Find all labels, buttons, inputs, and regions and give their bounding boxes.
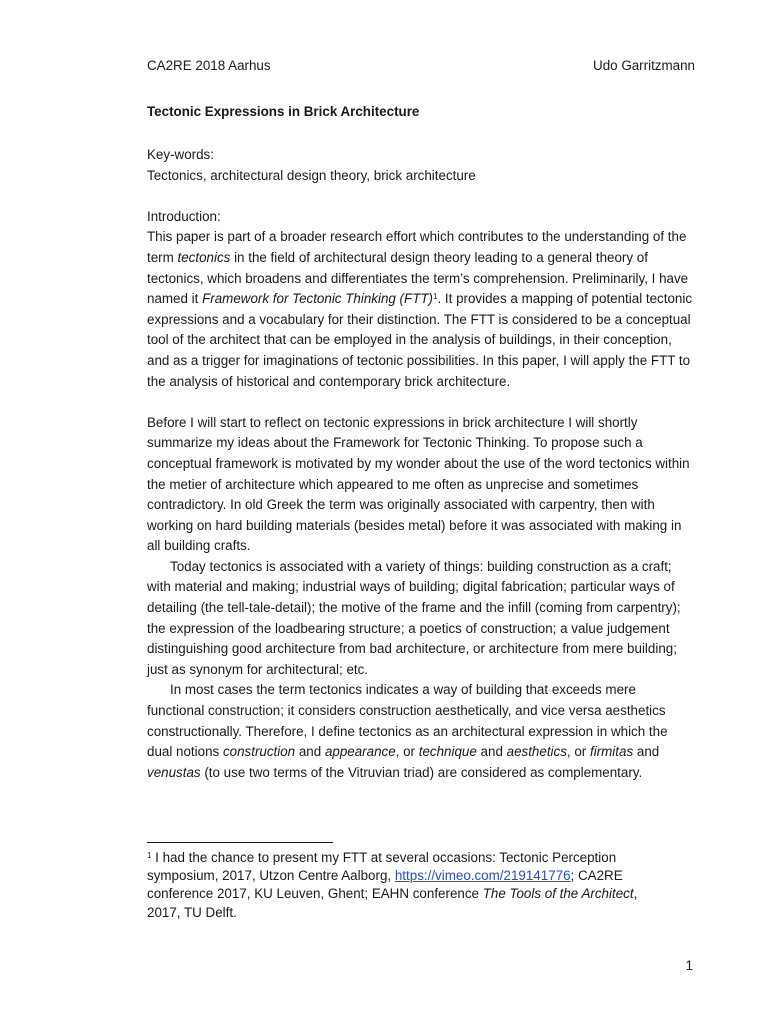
paper-title: Tectonic Expressions in Brick Architecture (147, 104, 420, 119)
page-number: 1 (685, 958, 693, 973)
header-author: Udo Garritzmann (593, 58, 695, 73)
footnote-separator (147, 842, 333, 843)
footnote: $^1$ I had the chance to present my FTT at several occasions: Tectonic Perception symposium, 2017, Utzon Centre Aalborg, https://vimeo.com/219141776; CA2RE conference 2017, KU Leuven, Ghent; EAHN conference The Tools of the Architect, 2017, TU Delft. (147, 850, 638, 920)
paragraph-4: In most cases the term tectonics indicates a way of building that exceeds mere functional construction; it considers construction aesthetically, and vice versa aesthetics constructionally. Therefore, I define tectonics as an architectural expression in which the dual notions construction and appearance, or technique and aesthetics, or firmitas and venustas (to use two terms of the Vitruvian triad) are considered as complementary. (147, 682, 668, 780)
footnote-link[interactable]: https://vimeo.com/219141776 (394, 868, 571, 884)
paragraph-3: Today tectonics is associated with a variety of things: building construction as a craft; with material and making; industrial ways of building; digital fabrication; particular ways of detailing (the tell-tale-detail); the motive of the frame and the infill (coming from carpentry); the expression of the loadbearing structure; a poetics of construction; a value judgement distinguishing good architecture from bad architecture, or architecture from mere building; just as synonym for architectural; etc. (147, 558, 681, 677)
body-text (147, 145, 695, 783)
keywords-label: Key-words: (147, 147, 214, 162)
footnote-marker: 1 (433, 292, 438, 302)
introduction-label: Introduction: (147, 208, 221, 224)
paragraph-2: Before I will start to reflect on tectonic expressions in brick architecture I will shortly summarize my ideas about the Framework for Tectonic Thinking. To propose such a conceptual framework is motivated by my wonder about the use of the word tectonics within the metier of architecture which appeared to me often as unprecise and sometimes contradictory. In old Greek the term was originally associated with carpentry, then with working on hard building materials (besides metal) before it was associated with making in all building crafts. (147, 414, 690, 554)
paragraph-1: This paper is part of a broader research effort which contributes to the understanding of the term tectonics in the field of architectural design theory leading to a general theory of tectonics, which broadens and differentiates the term’s comprehension. Preliminarily, I have named it Framework for Tectonic Thinking (FTT)$^1$. It provides a mapping of potential tectonic expressions and a vocabulary for their distinction. The FTT is considered to be a conceptual tool of the architect that can be employed in the analysis of buildings, in their conception, and as a trigger for imaginations of tectonic possibilities. In this paper, I will apply the FTT to the analysis of historical and contemporary brick architecture. (147, 229, 693, 389)
header-conference: CA2RE 2018 Aarhus (147, 58, 271, 73)
footnote-number: 1 (147, 851, 152, 860)
keywords-text: Tectonics, architectural design theory, brick architecture (147, 167, 476, 183)
